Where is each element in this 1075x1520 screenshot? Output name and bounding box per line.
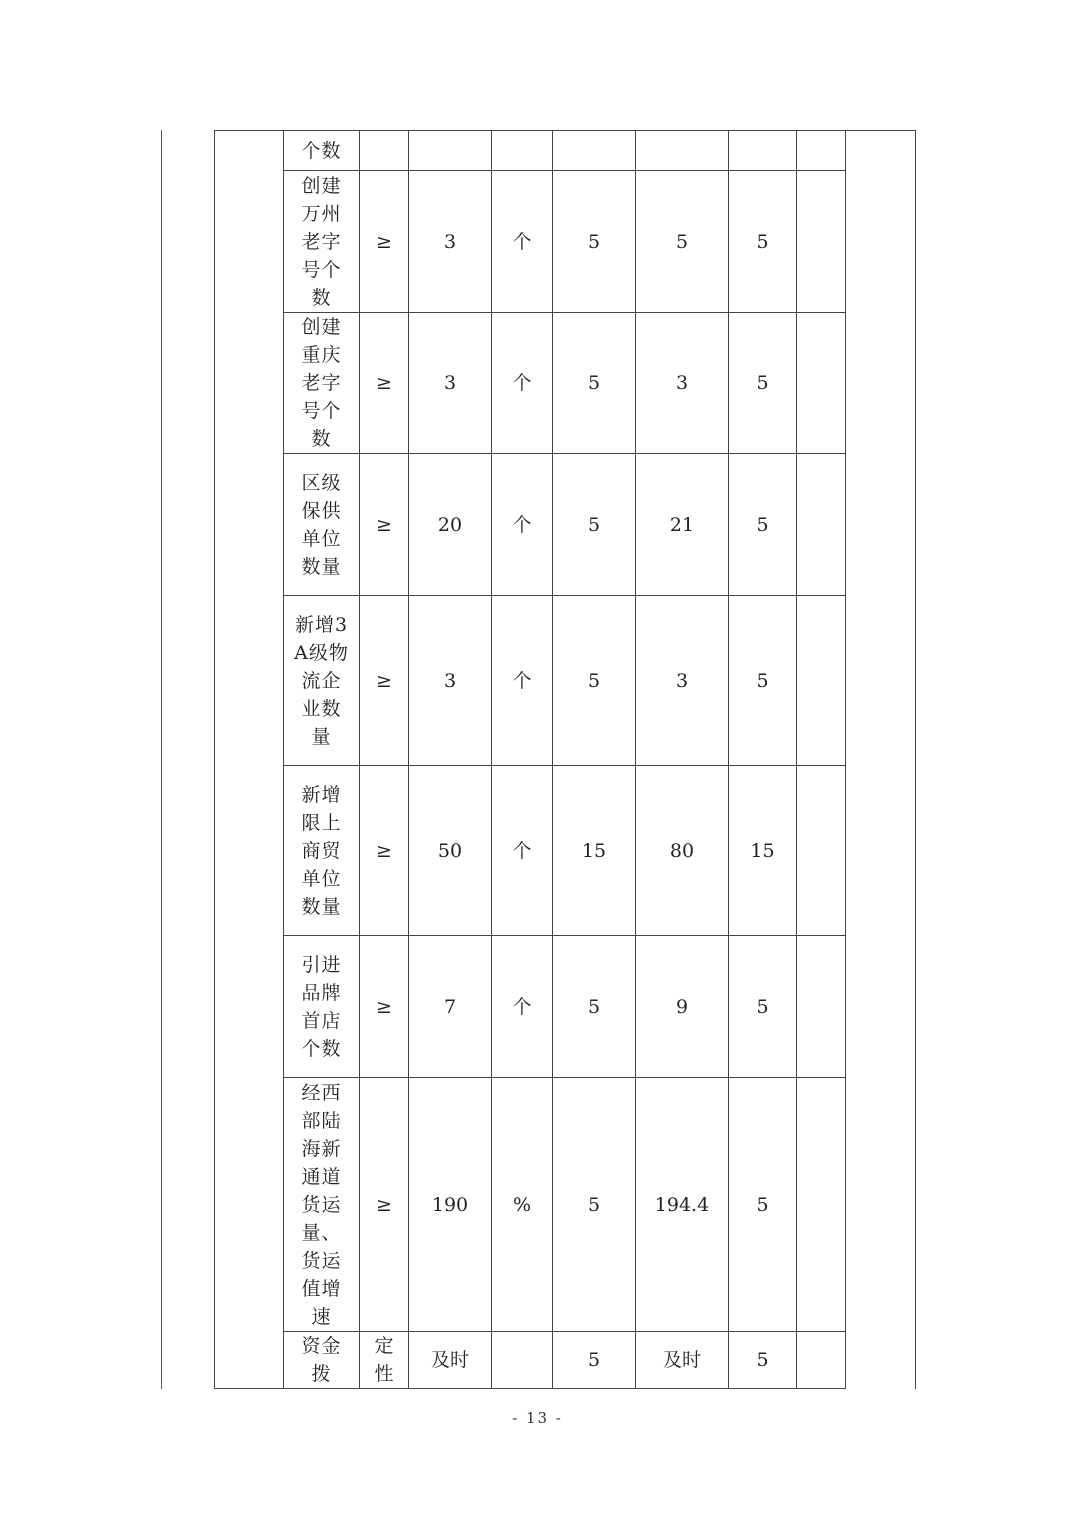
actual-cell: 5 bbox=[636, 171, 729, 313]
note-cell bbox=[797, 1332, 846, 1389]
table-row bbox=[215, 766, 916, 936]
indicator-name-cell: 创建万州老字号个数 bbox=[284, 171, 360, 313]
indicator-name-cell: 引进品牌首店个数 bbox=[284, 936, 360, 1078]
score-cell: 5 bbox=[553, 454, 636, 596]
target-cell: 50 bbox=[409, 766, 492, 936]
table-row bbox=[215, 131, 916, 171]
score-cell: 5 bbox=[553, 313, 636, 454]
got-score-cell: 5 bbox=[729, 596, 797, 766]
note-cell bbox=[797, 596, 846, 766]
got-score-cell: 5 bbox=[729, 454, 797, 596]
score-cell: 5 bbox=[553, 596, 636, 766]
actual-cell: 及时 bbox=[636, 1332, 729, 1389]
note-cell bbox=[797, 1078, 846, 1332]
unit-cell: 个 bbox=[492, 596, 553, 766]
actual-cell bbox=[636, 131, 729, 171]
actual-cell: 3 bbox=[636, 313, 729, 454]
indicator-name-cell: 个数 bbox=[284, 131, 360, 171]
note-cell bbox=[797, 131, 846, 171]
score-cell: 5 bbox=[553, 171, 636, 313]
table-row bbox=[215, 1332, 916, 1389]
target-cell: 190 bbox=[409, 1078, 492, 1332]
operator-cell: ≥ bbox=[360, 1078, 409, 1332]
target-cell bbox=[409, 131, 492, 171]
table-row bbox=[215, 171, 916, 313]
indicator-name-cell: 新增3A级物流企业数量 bbox=[284, 596, 360, 766]
table-row bbox=[215, 936, 916, 1078]
unit-cell bbox=[492, 1332, 553, 1389]
operator-cell: ≥ bbox=[360, 936, 409, 1078]
operator-cell: ≥ bbox=[360, 596, 409, 766]
table-row bbox=[215, 313, 916, 454]
unit-cell: 个 bbox=[492, 313, 553, 454]
got-score-cell: 5 bbox=[729, 171, 797, 313]
note-cell bbox=[797, 936, 846, 1078]
operator-cell: ≥ bbox=[360, 766, 409, 936]
got-score-cell: 5 bbox=[729, 1332, 797, 1389]
unit-cell: 个 bbox=[492, 171, 553, 313]
indicator-name-cell: 区级保供单位数量 bbox=[284, 454, 360, 596]
remarks-column bbox=[846, 131, 916, 1389]
actual-cell: 194.4 bbox=[636, 1078, 729, 1332]
note-cell bbox=[797, 313, 846, 454]
got-score-cell bbox=[729, 131, 797, 171]
unit-cell: 个 bbox=[492, 936, 553, 1078]
got-score-cell: 5 bbox=[729, 313, 797, 454]
performance-table bbox=[214, 130, 916, 1389]
got-score-cell: 5 bbox=[729, 1078, 797, 1332]
got-score-cell: 5 bbox=[729, 936, 797, 1078]
target-cell: 3 bbox=[409, 596, 492, 766]
operator-cell: ≥ bbox=[360, 454, 409, 596]
score-cell: 5 bbox=[553, 1332, 636, 1389]
got-score-cell: 15 bbox=[729, 766, 797, 936]
target-cell: 3 bbox=[409, 171, 492, 313]
page-number: - 13 - bbox=[512, 1409, 563, 1427]
actual-cell: 21 bbox=[636, 454, 729, 596]
indicator-name-cell: 经西部陆海新通道货运量、货运值增速 bbox=[284, 1078, 360, 1332]
actual-cell: 80 bbox=[636, 766, 729, 936]
table-row bbox=[215, 1078, 916, 1332]
operator-cell: ≥ bbox=[360, 171, 409, 313]
unit-cell: 个 bbox=[492, 766, 553, 936]
operator-cell: 定性 bbox=[360, 1332, 409, 1389]
score-cell: 15 bbox=[553, 766, 636, 936]
target-cell: 3 bbox=[409, 313, 492, 454]
indicator-name-cell: 资金拨 bbox=[284, 1332, 360, 1389]
indicator-name-cell: 创建重庆老字号个数 bbox=[284, 313, 360, 454]
score-cell: 5 bbox=[553, 1078, 636, 1332]
indicator-name-cell: 新增限上商贸单位数量 bbox=[284, 766, 360, 936]
target-cell: 20 bbox=[409, 454, 492, 596]
score-cell: 5 bbox=[553, 936, 636, 1078]
operator-cell bbox=[360, 131, 409, 171]
note-cell bbox=[797, 766, 846, 936]
unit-cell: % bbox=[492, 1078, 553, 1332]
unit-cell bbox=[492, 131, 553, 171]
target-cell: 7 bbox=[409, 936, 492, 1078]
unit-cell: 个 bbox=[492, 454, 553, 596]
actual-cell: 9 bbox=[636, 936, 729, 1078]
first-level-indicator-cell bbox=[215, 131, 284, 1389]
table-row bbox=[215, 596, 916, 766]
table-row bbox=[215, 454, 916, 596]
actual-cell: 3 bbox=[636, 596, 729, 766]
note-cell bbox=[797, 171, 846, 313]
left-margin-line bbox=[161, 130, 162, 1389]
score-cell bbox=[553, 131, 636, 171]
target-cell: 及时 bbox=[409, 1332, 492, 1389]
note-cell bbox=[797, 454, 846, 596]
operator-cell: ≥ bbox=[360, 313, 409, 454]
